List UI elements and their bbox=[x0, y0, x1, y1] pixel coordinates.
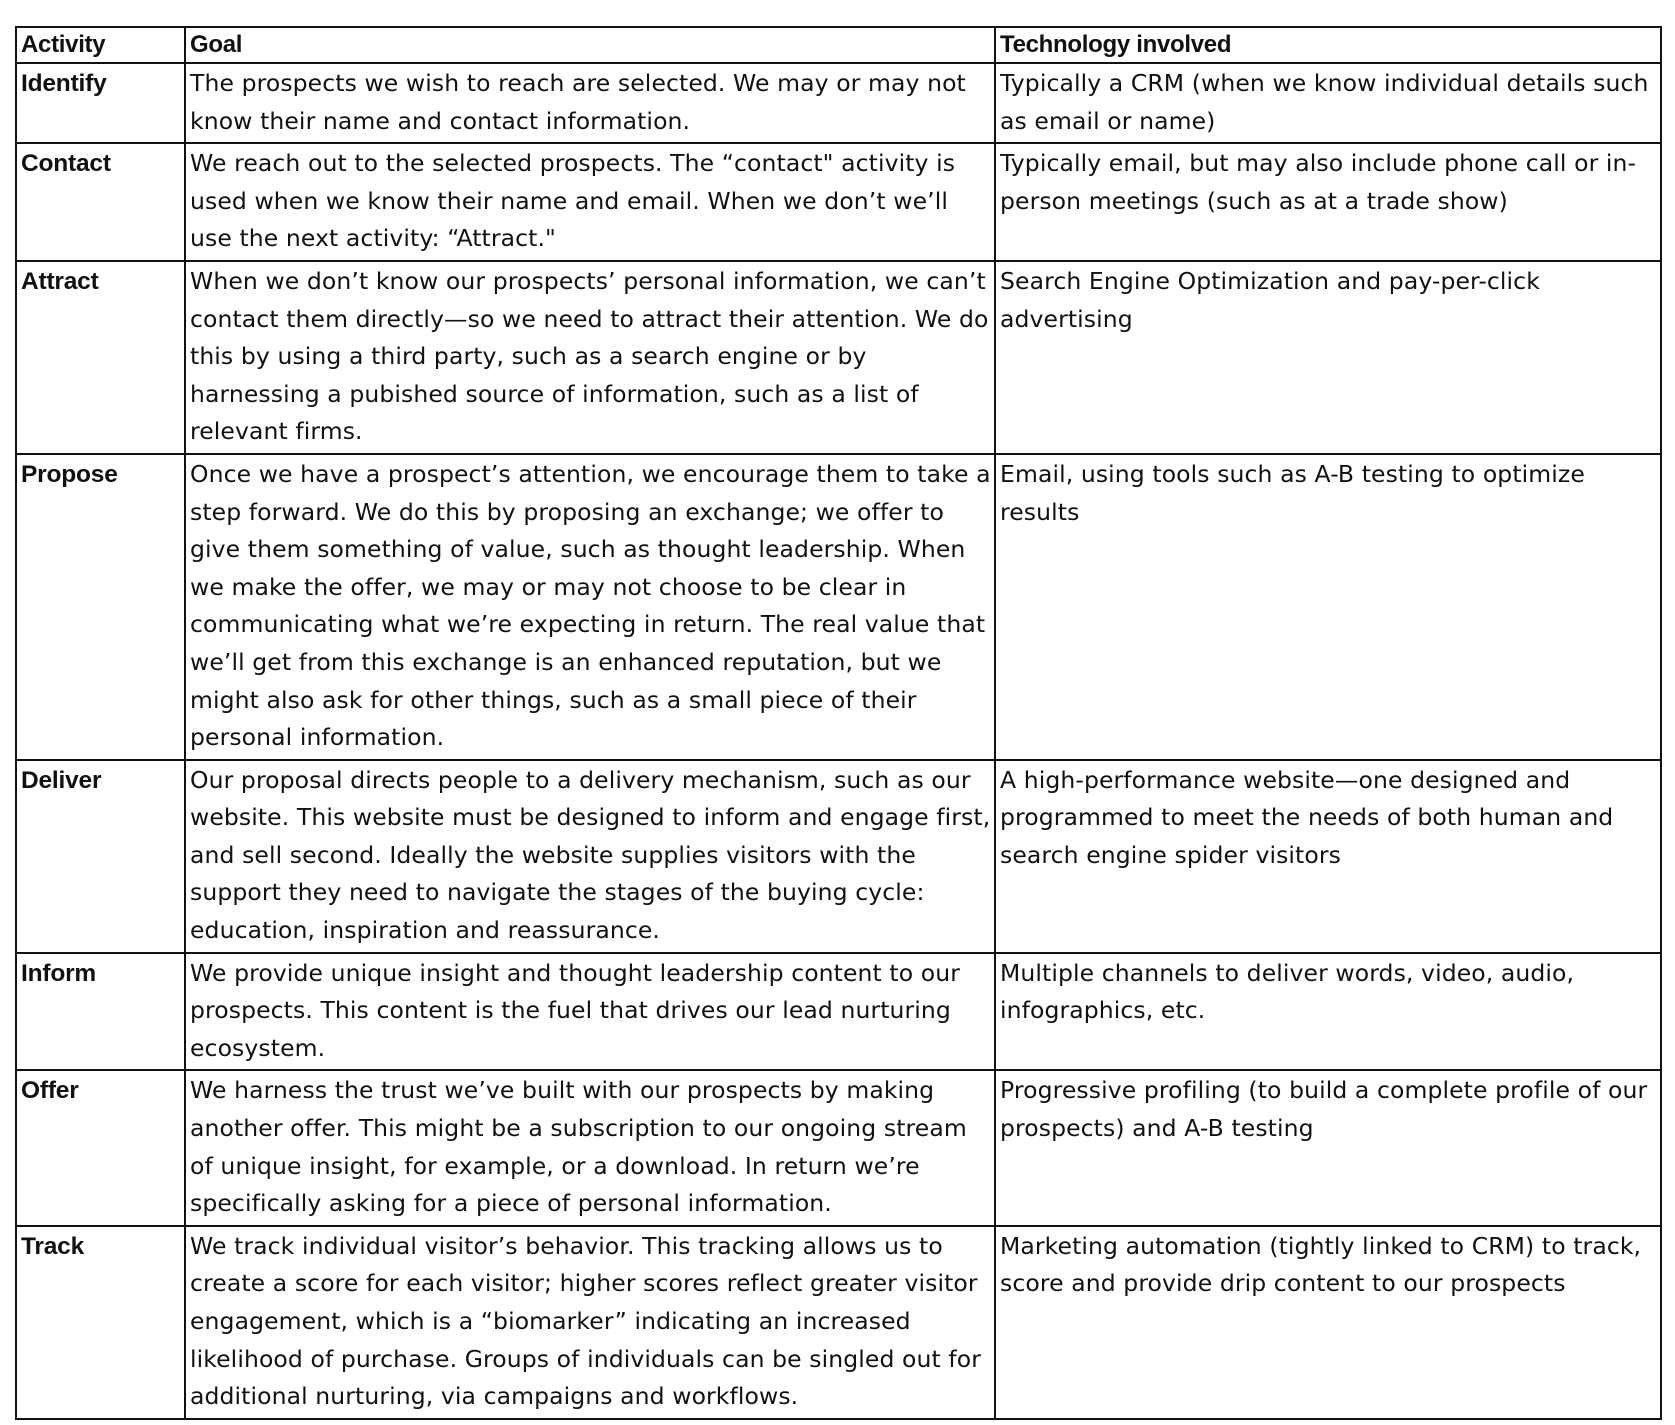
activity-cell: Contact bbox=[16, 143, 185, 261]
table-row bbox=[16, 143, 1661, 261]
activity-cell: Track bbox=[16, 1226, 185, 1419]
technology-cell: Marketing automation (tightly linked to CRM) to track, score and provide drip content to our prospects bbox=[995, 1226, 1661, 1419]
technology-cell: Typically email, but may also include phone call or in-person meetings (such as at a trade show) bbox=[995, 143, 1661, 261]
technology-cell: Search Engine Optimization and pay-per-click advertising bbox=[995, 261, 1661, 454]
header-activity: Activity bbox=[16, 27, 185, 63]
goal-cell: When we don’t know our prospects’ personal information, we can’t contact them directly—so we need to attract their attention. We do this by using a third party, such as a search engine or by harnessing a pubished source of information, such as a list of relevant firms. bbox=[185, 261, 995, 454]
activity-cell: Deliver bbox=[16, 760, 185, 953]
goal-cell: Our proposal directs people to a delivery mechanism, such as our website. This website must be designed to inform and engage first, and sell second. Ideally the website supplies visitors with the support they need to navigate the stages of the buying cycle: education, inspiration and reassurance. bbox=[185, 760, 995, 953]
technology-cell: Typically a CRM (when we know individual details such as email or name) bbox=[995, 63, 1661, 143]
activity-cell: Identify bbox=[16, 63, 185, 143]
activity-cell: Offer bbox=[16, 1070, 185, 1225]
goal-cell: We harness the trust we’ve built with our prospects by making another offer. This might be a subscription to our ongoing stream of unique insight, for example, or a download. In return we’re specifically asking for a piece of personal information. bbox=[185, 1070, 995, 1225]
activity-cell: Propose bbox=[16, 454, 185, 760]
table-row bbox=[16, 953, 1661, 1071]
technology-cell: Email, using tools such as A-B testing to optimize results bbox=[995, 454, 1661, 760]
table-row bbox=[16, 1226, 1661, 1419]
table-row bbox=[16, 1070, 1661, 1225]
goal-cell: We reach out to the selected prospects. The “contact" activity is used when we know their name and email. When we don’t we’ll use the next activity: “Attract." bbox=[185, 143, 995, 261]
header-goal: Goal bbox=[185, 27, 995, 63]
activity-cell: Inform bbox=[16, 953, 185, 1071]
table-row bbox=[16, 760, 1661, 953]
goal-cell: Once we have a prospect’s attention, we encourage them to take a step forward. We do this by proposing an exchange; we offer to give them something of value, such as thought leadership. When we make the offer, we may or may not choose to be clear in communicating what we’re expecting in return. The real value that we’ll get from this exchange is an enhanced reputation, but we might also ask for other things, such as a small piece of their personal information. bbox=[185, 454, 995, 760]
goal-cell: We provide unique insight and thought leadership content to our prospects. This content is the fuel that drives our lead nurturing ecosystem. bbox=[185, 953, 995, 1071]
activity-cell: Attract bbox=[16, 261, 185, 454]
goal-cell: The prospects we wish to reach are selected. We may or may not know their name and contact information. bbox=[185, 63, 995, 143]
activity-table-container bbox=[15, 26, 1660, 1420]
table-row bbox=[16, 63, 1661, 143]
table-row bbox=[16, 454, 1661, 760]
activity-table bbox=[15, 26, 1662, 1420]
technology-cell: Progressive profiling (to build a complete profile of our prospects) and A-B testing bbox=[995, 1070, 1661, 1225]
goal-cell: We track individual visitor’s behavior. This tracking allows us to create a score for each visitor; higher scores reflect greater visitor engagement, which is a “biomarker” indicating an increased likelihood of purchase. Groups of individuals can be singled out for additional nurturing, via campaigns and workflows. bbox=[185, 1226, 995, 1419]
technology-cell: A high-performance website—one designed and programmed to meet the needs of both human and search engine spider visitors bbox=[995, 760, 1661, 953]
technology-cell: Multiple channels to deliver words, video, audio, infographics, etc. bbox=[995, 953, 1661, 1071]
table-row bbox=[16, 261, 1661, 454]
header-technology: Technology involved bbox=[995, 27, 1661, 63]
table-header-row bbox=[16, 27, 1661, 63]
